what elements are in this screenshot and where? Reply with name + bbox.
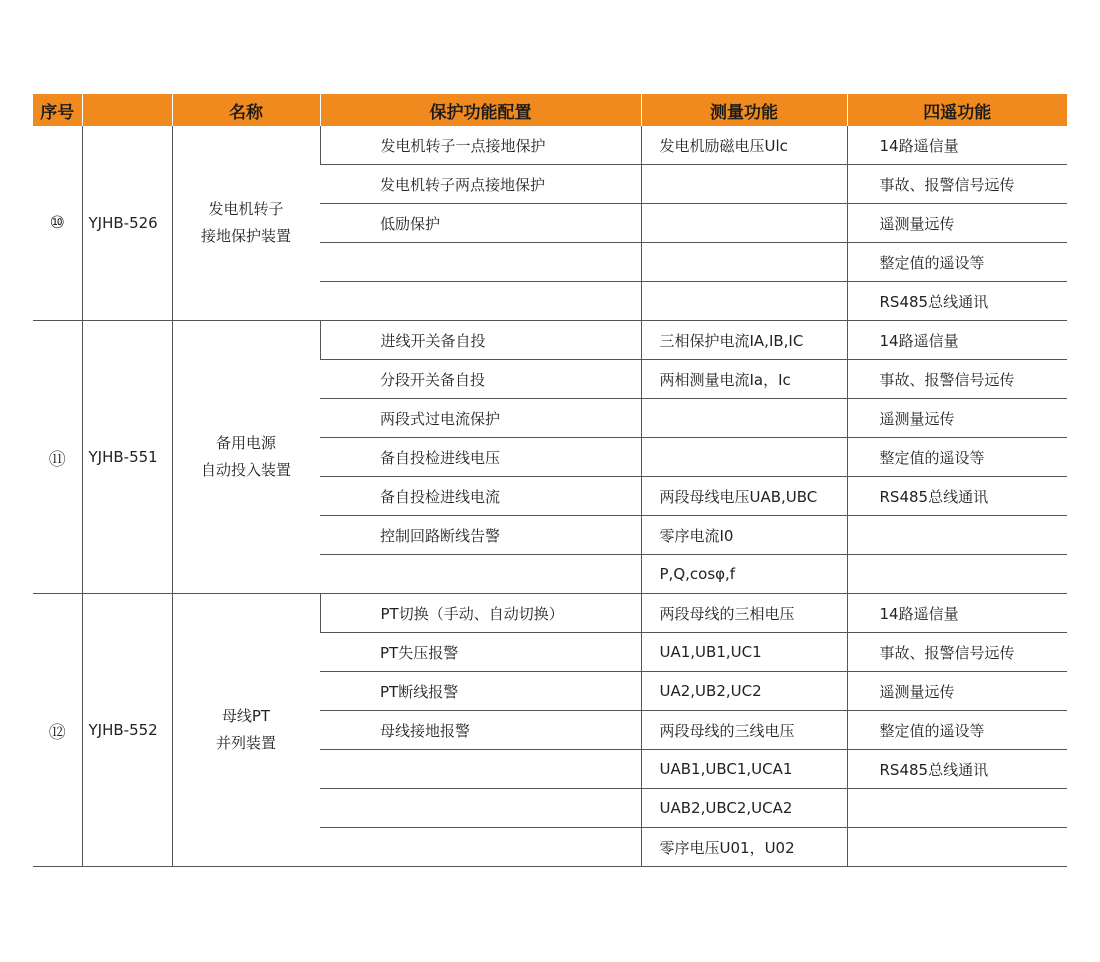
measurement-cell: P,Q,cosφ,f (641, 555, 847, 594)
remote-function-cell: 整定值的遥设等 (847, 243, 1067, 282)
protection-cell: PT断线报警 (320, 672, 641, 711)
protection-cell: PT切换（手动、自动切换） (320, 594, 641, 633)
protection-cell (320, 828, 641, 867)
header-remote: 四遥功能 (847, 94, 1067, 126)
table-row (33, 321, 1067, 360)
device-name-line: 自动投入装置 (200, 461, 291, 479)
remote-function-cell: RS485总线通讯 (847, 477, 1067, 516)
remote-function-cell: RS485总线通讯 (847, 750, 1067, 789)
protection-cell: 进线开关备自投 (320, 321, 641, 360)
remote-function-cell: RS485总线通讯 (847, 282, 1067, 321)
protection-cell (320, 555, 641, 594)
header-model (82, 94, 172, 126)
device-name (172, 126, 320, 321)
protection-cell (320, 282, 641, 321)
measurement-cell: 零序电压U01，U02 (641, 828, 847, 867)
remote-function-cell (847, 555, 1067, 594)
header-protection: 保护功能配置 (320, 94, 641, 126)
table-row (33, 594, 1067, 633)
protection-cell (320, 789, 641, 828)
measurement-cell: 三相保护电流IA,IB,IC (641, 321, 847, 360)
measurement-cell: UAB2,UBC2,UCA2 (641, 789, 847, 828)
protection-cell: 母线接地报警 (320, 711, 641, 750)
measurement-cell: 发电机励磁电压Ulc (641, 126, 847, 165)
remote-function-cell: 遥测量远传 (847, 399, 1067, 438)
device-name-line: 母线PT (221, 707, 271, 725)
protection-cell: 发电机转子两点接地保护 (320, 165, 641, 204)
device-name (172, 594, 320, 867)
device-model: YJHB-551 (82, 321, 172, 594)
device-name-line: 备用电源 (215, 434, 276, 452)
remote-function-cell: 事故、报警信号远传 (847, 165, 1067, 204)
remote-function-cell (847, 828, 1067, 867)
device-seq: ⑪ (33, 321, 82, 594)
device-model: YJHB-526 (82, 126, 172, 321)
protection-cell (320, 243, 641, 282)
measurement-cell: 两段母线的三线电压 (641, 711, 847, 750)
measurement-cell (641, 243, 847, 282)
measurement-cell (641, 399, 847, 438)
protection-cell (320, 750, 641, 789)
table-body (33, 126, 1067, 867)
remote-function-cell: 14路遥信量 (847, 594, 1067, 633)
header-measurement: 测量功能 (641, 94, 847, 126)
device-name-line: 发电机转子 (208, 200, 284, 218)
remote-function-cell: 事故、报警信号远传 (847, 360, 1067, 399)
device-name (172, 321, 320, 594)
measurement-cell (641, 282, 847, 321)
measurement-cell: UA1,UB1,UC1 (641, 633, 847, 672)
measurement-cell: 零序电流I0 (641, 516, 847, 555)
table-row (33, 126, 1067, 165)
device-spec-table (33, 94, 1067, 867)
measurement-cell: 两段母线的三相电压 (641, 594, 847, 633)
remote-function-cell: 14路遥信量 (847, 321, 1067, 360)
device-name-line: 接地保护装置 (200, 227, 291, 245)
table-header (33, 94, 1067, 126)
remote-function-cell: 整定值的遥设等 (847, 711, 1067, 750)
measurement-cell: 两段母线电压UAB,UBC (641, 477, 847, 516)
protection-cell: 备自投检进线电压 (320, 438, 641, 477)
header-seq: 序号 (33, 94, 82, 126)
device-seq: ⑩ (33, 126, 82, 321)
measurement-cell: UA2,UB2,UC2 (641, 672, 847, 711)
remote-function-cell: 遥测量远传 (847, 204, 1067, 243)
remote-function-cell (847, 789, 1067, 828)
device-name-line: 并列装置 (215, 734, 276, 752)
protection-cell: 控制回路断线告警 (320, 516, 641, 555)
protection-cell: 两段式过电流保护 (320, 399, 641, 438)
protection-cell: 发电机转子一点接地保护 (320, 126, 641, 165)
header-name: 名称 (172, 94, 320, 126)
protection-cell: PT失压报警 (320, 633, 641, 672)
protection-cell: 备自投检进线电流 (320, 477, 641, 516)
measurement-cell (641, 438, 847, 477)
protection-cell: 分段开关备自投 (320, 360, 641, 399)
remote-function-cell: 14路遥信量 (847, 126, 1067, 165)
device-model: YJHB-552 (82, 594, 172, 867)
remote-function-cell: 整定值的遥设等 (847, 438, 1067, 477)
device-seq: ⑫ (33, 594, 82, 867)
remote-function-cell: 事故、报警信号远传 (847, 633, 1067, 672)
measurement-cell (641, 204, 847, 243)
measurement-cell: UAB1,UBC1,UCA1 (641, 750, 847, 789)
protection-cell: 低励保护 (320, 204, 641, 243)
measurement-cell: 两相测量电流Ia，Ic (641, 360, 847, 399)
remote-function-cell (847, 516, 1067, 555)
measurement-cell (641, 165, 847, 204)
remote-function-cell: 遥测量远传 (847, 672, 1067, 711)
header-row (33, 94, 1067, 126)
